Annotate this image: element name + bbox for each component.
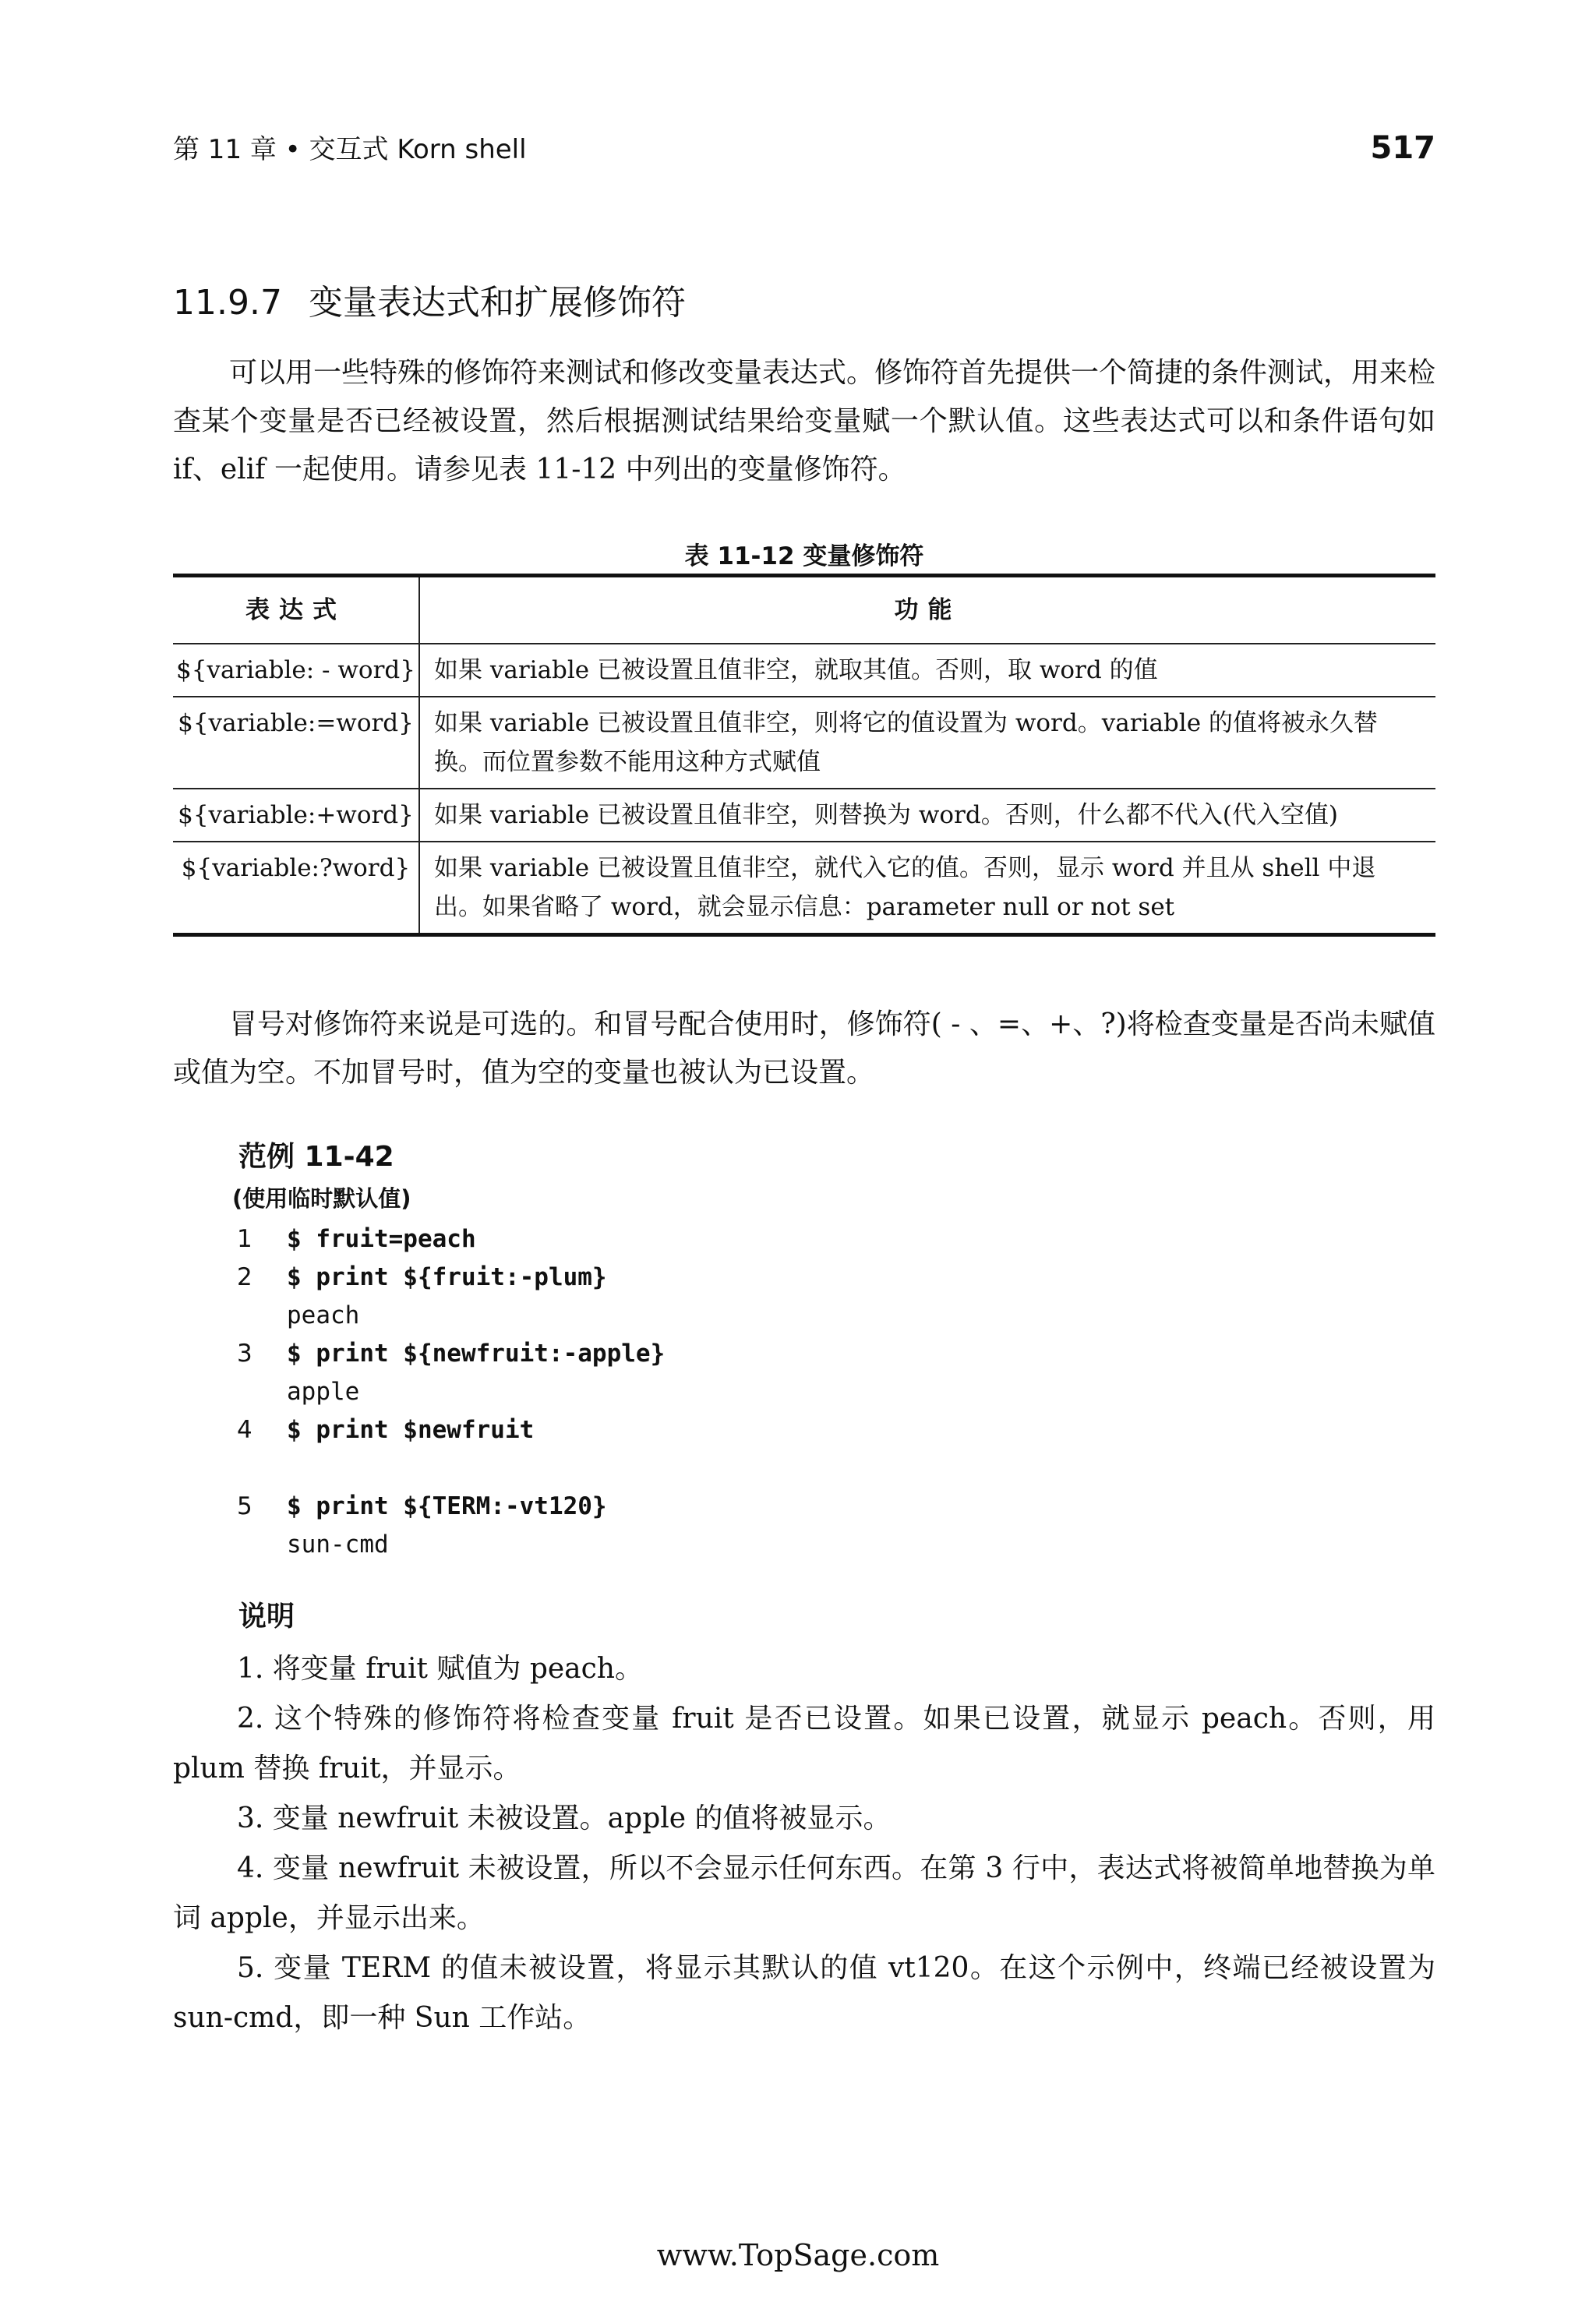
command-text: $ fruit=peach (287, 1225, 476, 1253)
section-title: 变量表达式和扩展修饰符 (308, 283, 686, 323)
row-expression: ${variable:+word} (173, 789, 419, 842)
example-subtitle: (使用临时默认值) (232, 1185, 411, 1212)
line-number: 5 (237, 1492, 252, 1520)
note-item: 4. 变量 newfruit 未被设置，所以不会显示任何东西。在第 3 行中，表达式将被简单地替换为单词 apple，并显示出来。 (173, 1852, 1435, 1934)
table-row (173, 697, 1435, 789)
line-number: 4 (237, 1416, 252, 1444)
line-number: 3 (237, 1340, 252, 1368)
command-text: $ print ${fruit:-plum} (287, 1263, 607, 1291)
table-row (173, 842, 1435, 935)
note-item: 1. 将变量 fruit 赋值为 peach。 (237, 1653, 643, 1685)
command-text: $ print ${TERM:-vt120} (287, 1492, 607, 1520)
note-item: 3. 变量 newfruit 未被设置。apple 的值将被显示。 (237, 1802, 892, 1834)
intro-paragraph: 可以用一些特殊的修饰符来测试和修改变量表达式。修饰符首先提供一个简捷的条件测试，用来检查某个变量是否已经被设置，然后根据测试结果给变量赋一个默认值。这些表达式可以和条件语句如 if、elif 一起使用。请参见表 11-12 中列出的变量修饰符。 (173, 357, 1436, 485)
output-text: peach (287, 1301, 360, 1329)
running-head (173, 128, 1435, 166)
row-expression: ${variable:=word} (173, 697, 419, 789)
code-line (237, 1411, 1172, 1449)
notes-heading: 说明 (238, 1601, 295, 1633)
header-function: 功能 (419, 576, 1435, 644)
output-text: apple (287, 1378, 360, 1406)
page-number: 517 (1370, 130, 1435, 166)
row-description: 如果 variable 已被设置且值非空，则将它的值设置为 word。variable 的值将被永久替换。而位置参数不能用这种方式赋值 (419, 697, 1435, 789)
row-description: 如果 variable 已被设置且值非空，就代入它的值。否则，显示 word 并且从 shell 中退出。如果省略了 word，就会显示信息：parameter null or not set (419, 842, 1435, 935)
code-line (237, 1335, 1172, 1373)
line-number: 2 (237, 1263, 252, 1291)
note-item: 5. 变量 TERM 的值未被设置，将显示其默认的值 vt120。在这个示例中，终端已经被设置为 sun-cmd，即一种 Sun 工作站。 (173, 1952, 1435, 2034)
code-line (237, 1220, 1172, 1259)
line-number: 1 (237, 1225, 252, 1253)
table-row (173, 789, 1435, 842)
table-row (173, 644, 1435, 697)
header-expression: 表达式 (173, 576, 419, 644)
example-label: 范例 11-42 (238, 1141, 394, 1173)
row-description: 如果 variable 已被设置且值非空，则替换为 word。否则，什么都不代入(代入空值) (419, 789, 1435, 842)
command-text: $ print $newfruit (287, 1416, 535, 1444)
output-line (237, 1526, 1172, 1564)
row-expression: ${variable: - word} (173, 644, 419, 697)
output-line (237, 1373, 1172, 1411)
code-line (237, 1259, 1172, 1297)
row-expression: ${variable:?word} (173, 842, 419, 935)
row-description: 如果 variable 已被设置且值非空，就取其值。否则，取 word 的值 (419, 644, 1435, 697)
section-number: 11.9.7 (173, 283, 282, 323)
output-line (237, 1297, 1172, 1335)
code-line (237, 1488, 1172, 1526)
modifier-table (173, 574, 1435, 937)
section-heading (173, 274, 686, 324)
output-text: sun-cmd (287, 1530, 389, 1559)
command-text: $ print ${newfruit:-apple} (287, 1340, 666, 1368)
notes-list (173, 1644, 1435, 2043)
table-caption: 表 11-12 变量修饰符 (684, 542, 924, 570)
table-header-row (173, 576, 1435, 644)
colon-paragraph: 冒号对修饰符来说是可选的。和冒号配合使用时，修饰符( - 、=、+、?)将检查变量是否尚未赋值或值为空。不加冒号时，值为空的变量也被认为已设置。 (173, 1008, 1435, 1089)
note-item: 2. 这个特殊的修饰符将检查变量 fruit 是否已设置。如果已设置，就显示 peach。否则，用 plum 替换 fruit，并显示。 (173, 1703, 1435, 1785)
code-block (237, 1220, 1172, 1564)
chapter-title: 第 11 章 • 交互式 Korn shell (173, 134, 527, 165)
footer-url: www.TopSage.com (656, 2238, 940, 2272)
